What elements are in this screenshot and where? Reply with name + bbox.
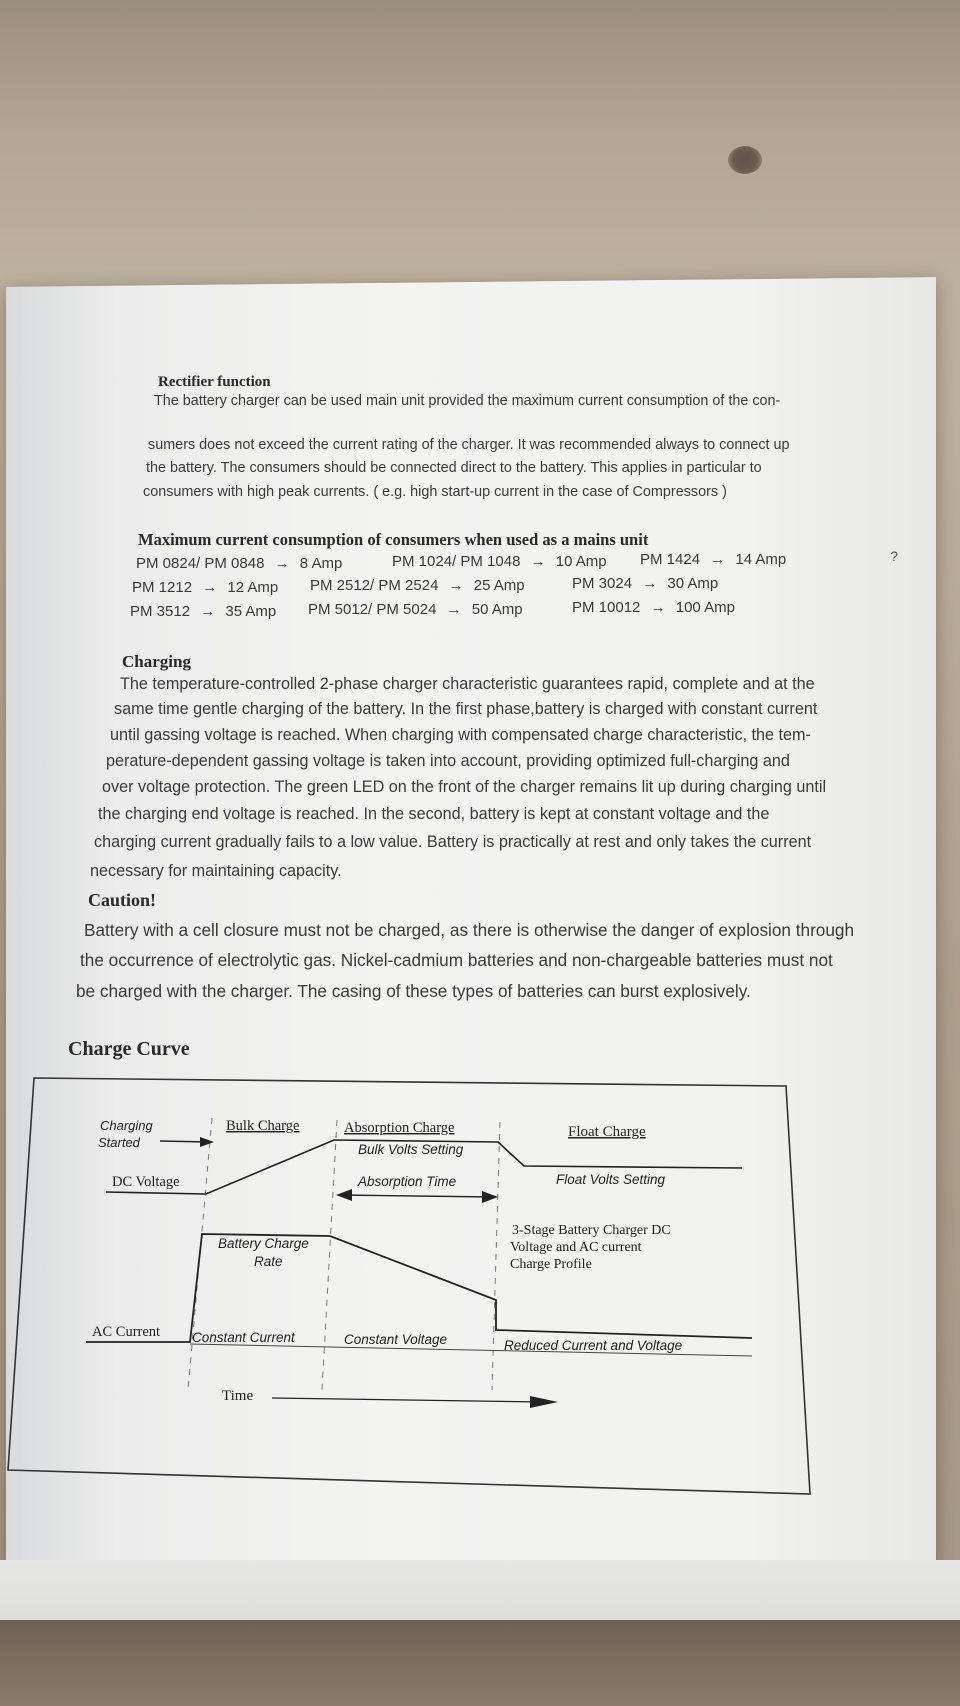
phase-divider — [492, 1122, 500, 1390]
model-label: PM 3024 — [572, 575, 633, 592]
arrow-icon: → — [448, 577, 464, 594]
consumption-row — [572, 575, 718, 592]
amp-value: 14 Amp — [735, 551, 787, 568]
float-volts-setting-label: Float Volts Setting — [556, 1172, 666, 1187]
ac-current-curve — [86, 1234, 752, 1342]
consumption-row — [136, 555, 342, 572]
charging-title: Charging — [122, 652, 191, 671]
amp-value: 50 Amp — [471, 601, 523, 618]
rectifier-line: consumers with high peak currents. ( e.g. high start-up current in the case of Compressors ) — [143, 484, 727, 500]
charging-line: until gassing voltage is reached. When charging with compensated charge characteristic, the tem- — [110, 726, 811, 744]
model-label: PM 10012 — [572, 599, 641, 616]
model-label: PM 2512/ PM 2524 — [310, 577, 439, 594]
arrow-icon: → — [642, 575, 658, 592]
model-label: PM 1424 — [640, 551, 701, 568]
model-label: PM 1212 — [132, 579, 193, 596]
bulk-charge-label: Bulk Charge — [226, 1118, 300, 1134]
charging-line: same time gentle charging of the battery. In the first phase,battery is charged with constant current — [114, 700, 818, 718]
amp-value: 100 Amp — [675, 599, 735, 616]
charging-line: the charging end voltage is reached. In the second, battery is kept at constant voltage and the — [98, 805, 770, 823]
model-label: PM 1024/ PM 1048 — [392, 553, 521, 570]
arrow-icon: → — [650, 599, 666, 616]
battery-charge-rate-label: Rate — [254, 1254, 283, 1269]
rectifier-title: Rectifier function — [158, 374, 271, 390]
model-label: PM 3512 — [130, 603, 191, 620]
arrowhead-icon — [530, 1396, 558, 1408]
absorption-charge-label: Absorption Charge — [344, 1120, 455, 1136]
charging-line: perature-dependent gassing voltage is taken into account, providing optimized full-charging and — [106, 752, 790, 770]
profile-caption: Charge Profile — [510, 1257, 592, 1272]
charging-line: charging current gradually fails to a low value. Battery is practically at rest and only takes the current — [94, 833, 812, 851]
arrow-icon: → — [200, 603, 216, 620]
caution-line: be charged with the charger. The casing of these types of batteries can burst explosively. — [76, 981, 751, 1001]
consumption-row — [132, 579, 278, 596]
amp-value: 12 Amp — [227, 579, 279, 596]
caution-line: the occurrence of electrolytic gas. Nickel-cadmium batteries and non-chargeable batteries must not — [80, 950, 833, 970]
caution-line: Battery with a cell closure must not be charged, as there is otherwise the danger of explosion through — [84, 920, 855, 940]
consumption-row — [392, 553, 607, 570]
margin-mark: ? — [890, 548, 898, 564]
model-label: PM 0824/ PM 0848 — [136, 555, 265, 572]
charging-line: over voltage protection. The green LED on the front of the charger remains lit up during charging until — [102, 778, 827, 796]
arrow-icon: → — [274, 555, 290, 572]
amp-value: 35 Amp — [225, 603, 277, 620]
amp-value: 30 Amp — [667, 575, 719, 592]
charging-started-label: Started — [98, 1135, 140, 1150]
caution-title: Caution! — [88, 890, 157, 910]
arrowhead-icon — [336, 1189, 352, 1201]
table-stain — [728, 146, 762, 174]
rectifier-line: The battery charger can be used main unit provided the maximum current consumption of the con- — [154, 393, 781, 409]
profile-caption: Voltage and AC current — [510, 1240, 642, 1255]
charge-curve-diagram — [0, 1060, 960, 1510]
arrowhead-icon — [482, 1191, 498, 1203]
amp-value: 8 Amp — [299, 555, 343, 572]
consumption-row — [572, 599, 735, 616]
charging-started-label: Charging — [100, 1118, 153, 1133]
amp-value: 10 Amp — [555, 553, 607, 570]
time-arrow — [272, 1398, 544, 1402]
consumption-row — [640, 551, 786, 568]
bulk-volts-setting-label: Bulk Volts Setting — [358, 1142, 464, 1157]
arrow-icon: → — [202, 579, 218, 596]
arrow-icon: → — [530, 553, 546, 570]
amp-value: 25 Amp — [473, 577, 525, 594]
absorption-time-label: Absorption Time — [358, 1174, 457, 1189]
reduced-current-label: Reduced Current and Voltage — [504, 1338, 683, 1353]
charging-line: necessary for maintaining capacity. — [90, 862, 342, 880]
model-label: PM 5012/ PM 5024 — [308, 601, 437, 618]
absorption-time-arrow — [340, 1195, 494, 1197]
consumption-row — [308, 601, 523, 618]
charging-line: The temperature-controlled 2-phase charger characteristic guarantees rapid, complete and at the — [120, 675, 815, 693]
charge-curve-title: Charge Curve — [68, 1038, 190, 1060]
dc-voltage-label: DC Voltage — [112, 1174, 180, 1190]
table-edge — [0, 1620, 960, 1706]
constant-voltage-label: Constant Voltage — [344, 1332, 448, 1347]
arrow-icon: → — [710, 551, 726, 568]
arrowhead-icon — [200, 1137, 214, 1147]
consumption-row — [310, 577, 525, 594]
consumption-row — [130, 603, 276, 620]
rectifier-line: the battery. The consumers should be connected direct to the battery. This applies in particular to — [146, 460, 762, 476]
arrow-icon: → — [446, 601, 462, 618]
rectifier-line: sumers does not exceed the current rating of the charger. It was recommended always to connect up — [148, 437, 790, 453]
constant-current-label: Constant Current — [192, 1330, 295, 1345]
time-label: Time — [222, 1388, 254, 1404]
phase-divider — [322, 1120, 337, 1390]
battery-charge-rate-label: Battery Charge — [218, 1236, 309, 1251]
float-charge-label: Float Charge — [568, 1124, 646, 1140]
ac-current-label: AC Current — [92, 1324, 161, 1340]
profile-caption: 3-Stage Battery Charger DC — [512, 1223, 671, 1238]
consumption-title: Maximum current consumption of consumers when used as a mains unit — [138, 530, 649, 549]
